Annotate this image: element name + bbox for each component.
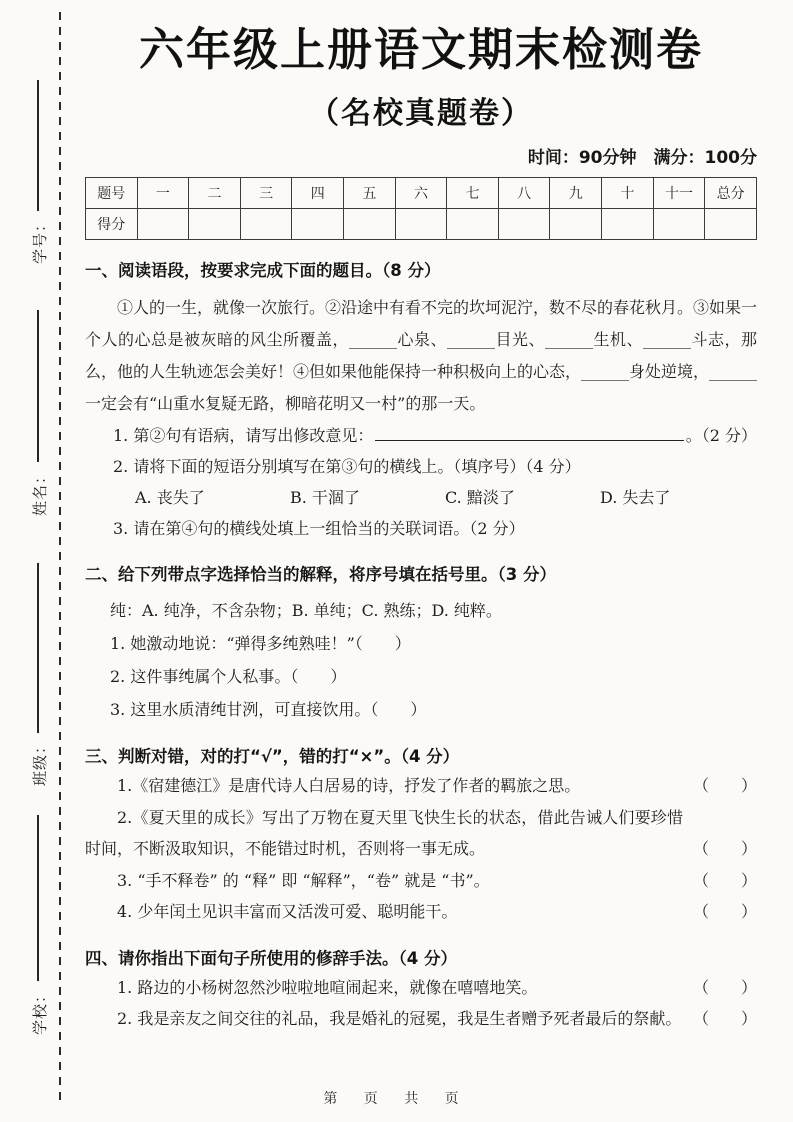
answer-bracket: （ ） (692, 977, 757, 997)
item-text: 甘洌，可直接饮用。（ ） (226, 700, 427, 719)
section-2 (85, 562, 757, 726)
item-text: 3. 这里水质清 (110, 700, 211, 719)
score-cell (189, 209, 241, 240)
score-table-header-cell: 十一 (653, 178, 705, 209)
class-label: 班级： (30, 738, 49, 787)
page-footer: 第 页 共 页 (323, 1091, 470, 1107)
score-table-header-cell: 十 (602, 178, 654, 209)
section-1-question-3: 3. 请在第④句的横线处填上一组恰当的关联词语。（2 分） (113, 519, 525, 538)
section-3-item-4 (85, 896, 757, 928)
page-subtitle: （名校真题卷） (309, 96, 533, 131)
section-1-options (135, 482, 757, 513)
score-table (85, 177, 757, 240)
score-table-header-cell: 一 (137, 178, 189, 209)
score-cell (653, 209, 705, 240)
option-a: A. 丧失了 (135, 488, 205, 507)
school-fill-line (37, 815, 39, 981)
page-title: 六年级上册语文期末检测卷 (138, 23, 703, 76)
section-2-item-1 (110, 627, 757, 660)
section-4-item-2 (85, 1003, 757, 1035)
reading-passage: ①人的一生，就像一次旅行。②沿途中有看不完的坎坷泥泞，数不尽的春花秋月。③如果一个人的心总是被灰暗的风尘所覆盖，______心泉、______目光、______生机、______斗志，那么，他的人生轨迹怎会美好！④但如果他能保持一种积极向上的心态，______身处逆境，______一定会有“山重水复疑无路，柳暗花明又一村”的那一天。 (85, 298, 758, 413)
name-fill-line (37, 310, 39, 462)
section-1-title: 一、阅读语段，按要求完成下面的题目。（8 分） (85, 261, 441, 280)
score-row-label: 得分 (86, 209, 138, 240)
school-label: 学校： (30, 987, 49, 1036)
emphasized-char: 纯 • (178, 667, 194, 686)
section-2-item-3 (110, 693, 757, 726)
score-table-header-cell: 二 (189, 178, 241, 209)
section-4-title: 四、请你指出下面句子所使用的修辞手法。（4 分） (85, 948, 457, 968)
score-table-header-cell: 九 (550, 178, 602, 209)
time-score-meta: 时间：90分钟 满分：100分 (527, 148, 757, 168)
score-table-header-cell: 八 (498, 178, 550, 209)
section-3 (85, 744, 757, 928)
score-table-header-cell: 三 (240, 178, 292, 209)
item-text: 1. 路边的小杨树忽然沙啦啦地喧闹起来，就像在嘻嘻地笑。 (117, 977, 538, 997)
seal-dashed-line (59, 12, 61, 1104)
item-text: 1. 她激动地说：“弹得多 (110, 634, 283, 653)
question-text: 1. 第②句有语病，请写出修改意见： (113, 426, 374, 445)
score-table-header-cell: 题号 (86, 178, 138, 209)
score-table-header-cell: 五 (344, 178, 396, 209)
score-cell (240, 209, 292, 240)
score-cell (498, 209, 550, 240)
score-table-header-cell: 总分 (705, 178, 757, 209)
student-id-label: 学号： (30, 216, 49, 265)
section-3-item-1 (85, 770, 757, 802)
section-4-item-1 (85, 972, 757, 1004)
section-2-gloss: 纯：A. 纯净，不含杂物；B. 单纯；C. 熟练；D. 纯粹。 (110, 601, 502, 620)
section-3-item-2 (85, 802, 757, 865)
emphasized-char: 纯 • (210, 700, 226, 719)
answer-bracket: （ ） (692, 902, 757, 921)
item-text: 熟哇！”（ ） (298, 634, 411, 653)
score-table-score-row (86, 209, 757, 240)
section-1-question-2: 2. 请将下面的短语分别填写在第③句的横线上。（填序号）（4 分） (113, 457, 581, 476)
answer-line (375, 424, 683, 441)
score-table-header-cell: 七 (447, 178, 499, 209)
score-cell (550, 209, 602, 240)
section-4 (85, 946, 757, 1035)
score-cell (137, 209, 189, 240)
answer-bracket: （ ） (692, 1009, 757, 1028)
item-text: 2.《夏天里的成长》写出了万物在夏天里飞快生长的状态，借此告诫人们要珍惜时间，不断汲取知识，不能错过时机，否则将一事无成。 (85, 807, 683, 858)
question-points: 。（2 分） (685, 426, 757, 445)
name-label: 姓名： (30, 468, 49, 517)
score-cell (447, 209, 499, 240)
emphasized-char: 纯 • (283, 634, 299, 653)
option-d: D. 失去了 (600, 488, 671, 507)
item-text: 4. 少年闰土见识丰富而又活泼可爱、聪明能干。 (117, 902, 458, 921)
score-table-header-cell: 四 (292, 178, 344, 209)
score-cell (395, 209, 447, 240)
score-table-header-row (86, 178, 757, 209)
item-text: 2. 我是亲友之间交往的礼品，我是婚礼的冠冕，我是生者赠予死者最后的祭献。 (117, 1009, 682, 1028)
section-3-title: 三、判断对错，对的打“√”，错的打“×”。（4 分） (85, 747, 460, 766)
section-1 (85, 258, 757, 544)
score-cell (705, 209, 757, 240)
student-id-fill-line (37, 80, 39, 211)
class-fill-line (37, 563, 39, 733)
answer-bracket: （ ） (692, 870, 757, 890)
section-1-question-1 (113, 420, 757, 451)
section-3-item-3 (85, 865, 757, 897)
section-2-title: 二、给下列带点字选择恰当的解释，将序号填在括号里。（3 分） (85, 565, 556, 584)
score-cell (602, 209, 654, 240)
score-cell (344, 209, 396, 240)
item-text: 2. 这件事 (110, 667, 179, 686)
exam-content (85, 0, 757, 1035)
option-b: B. 干涸了 (290, 488, 360, 507)
score-cell (292, 209, 344, 240)
section-2-item-2 (110, 660, 757, 693)
item-text: 1.《宿建德江》是唐代诗人白居易的诗，抒发了作者的羁旅之思。 (117, 776, 581, 795)
item-text: 3. “手不释卷” 的 “释” 即 “解释”，“卷” 就是 “书”。 (117, 870, 490, 890)
score-table-header-cell: 六 (395, 178, 447, 209)
option-c: C. 黯淡了 (445, 488, 515, 507)
answer-bracket: （ ） (692, 839, 757, 858)
answer-bracket: （ ） (692, 776, 757, 795)
item-text: 属个人私事。（ ） (194, 667, 347, 686)
